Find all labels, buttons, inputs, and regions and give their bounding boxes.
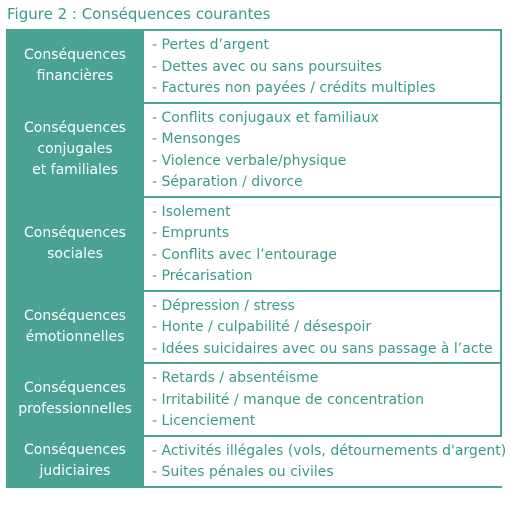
row-label-line: Conséquences: [24, 307, 126, 324]
row-label-line: et familiales: [32, 162, 118, 178]
list-item: - Violence verbale/physique: [152, 152, 347, 169]
row-label-line: conjugales: [37, 141, 113, 157]
row-label-line: Conséquences: [24, 442, 126, 458]
list-item: - Activités illégales (vols, détournements d'argent): [152, 442, 507, 459]
row-label-line: Conséquences: [24, 380, 126, 397]
list-item: - Séparation / divorce: [152, 174, 303, 190]
row-conjugales: [8, 104, 500, 198]
row-label-line: émotionnelles: [25, 328, 125, 345]
list-item: - Suites pénales ou civiles: [152, 464, 334, 480]
list-item: - Conflits avec l’entourage: [152, 246, 337, 263]
row-label-line: Conséquences: [24, 120, 126, 136]
list-item: - Dépression / stress: [152, 297, 295, 314]
list-item: - Mensonges: [152, 131, 241, 147]
list-item: - Emprunts: [152, 225, 230, 241]
row-label: [8, 437, 142, 486]
row-judiciaires: [8, 437, 507, 486]
row-label: [8, 31, 142, 102]
row-financieres: [8, 31, 500, 104]
row-label: [8, 104, 142, 196]
consequences-table: [6, 29, 507, 488]
row-items: [142, 198, 500, 290]
figure-caption: Figure 2 : Conséquences courantes: [7, 5, 271, 23]
row-label: [8, 198, 142, 290]
list-item: - Pertes d’argent: [152, 37, 269, 53]
row-professionnelles: [8, 364, 500, 437]
row-items: [142, 292, 500, 363]
list-item: - Irritabilité / manque de concentration: [152, 391, 424, 408]
list-item: - Idées suicidaires avec ou sans passage à l’acte: [152, 340, 493, 357]
row-label: [8, 292, 142, 363]
row-emotionnelles: [8, 292, 500, 365]
list-item: - Honte / culpabilité / désespoir: [152, 319, 372, 335]
list-item: - Conflits conjugaux et familiaux: [152, 109, 379, 126]
row-label-line: sociales: [47, 245, 103, 262]
row-items: [142, 437, 506, 486]
list-item: - Licenciement: [152, 413, 256, 429]
row-label: [8, 364, 142, 435]
row-label-line: judiciaires: [39, 463, 111, 479]
row-label-line: professionnelles: [18, 401, 132, 418]
row-items: [142, 364, 500, 435]
list-item: - Isolement: [152, 203, 231, 220]
list-item: - Retards / absentéisme: [152, 370, 319, 386]
row-sociales: [8, 198, 500, 292]
list-item: - Dettes avec ou sans poursuites: [152, 58, 382, 75]
row-label-line: financières: [36, 68, 114, 85]
row-label-line: Conséquences: [24, 224, 126, 241]
row-items: [142, 31, 500, 102]
row-items: [142, 104, 500, 196]
list-item: - Précarisation: [152, 268, 253, 284]
list-item: - Factures non payées / crédits multiples: [152, 80, 436, 96]
row-label-line: Conséquences: [24, 47, 126, 64]
